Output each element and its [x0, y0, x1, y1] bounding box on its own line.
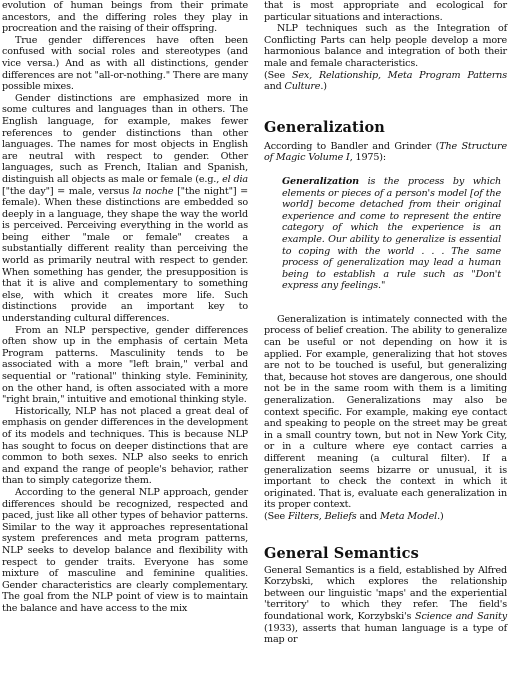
- paragraph: General Semantics is a field, established by Alfred Korzybski, which explores the relationship between our linguistic 'maps' and the experiential 'territory' to which they refer. The field's foundational work, Korzybski's Science and Sanity (1933), asserts that human language is a type of map or: [264, 564, 507, 646]
- paragraph: NLP techniques such as the Integration of Conflicting Parts can help people develop a more harmonious balance and integration of both their male and female characteristics.: [264, 23, 507, 69]
- right-column: [264, 0, 507, 646]
- section-heading-general-semantics: General Semantics: [264, 544, 419, 562]
- paragraph: Historically, NLP has not placed a great deal of emphasis on gender differences in the development of its models and techniques. This is because NLP has sought to focus on deeper distinctions that are common to both sexes. NLP also seeks to enrich and expand the range of people's behavior, rather than to simply categorize them.: [2, 405, 248, 487]
- see-also: (See Sex, Relationship, Meta Program Patterns and Culture.): [264, 69, 507, 93]
- intro-citation: According to Bandler and Grinder (The Structure of Magic Volume I, 1975):: [264, 140, 508, 164]
- paragraph: evolution of human beings from their primate ancestors, and the differing roles they play in procreation and the raising of their offspring.: [2, 0, 248, 35]
- see-also: (See Filters, Beliefs and Meta Model.): [264, 510, 444, 522]
- paragraph: True gender differences have often been confused with social roles and stereotypes (and vice versa.) And as with all distinctions, gender differences are not "all-or-nothing." There are many possible mixes.: [2, 34, 248, 93]
- paragraph: that is most appropriate and ecological for particular situations and interactions.: [264, 0, 507, 23]
- block-quote: Generalization is the process by which elements or pieces of a person's model [of the world] become detached from their original experience and come to represent the entire category of which the experience is an example. Our ability to generalize is essential to coping with the world . . . The same process of generalization may lead a human being to establish a rule such as "Don't express any feelings.": [282, 175, 501, 292]
- paragraph-gender-language: Gender distinctions are emphasized more in some cultures and languages than in others. The English language, for example, makes fewer references to gender distinctions than other languages. The names for most objects in English are neutral with respect to gender. Other languages, such as French, Italian and Spanish, distinguish all objects as male or female (e.g., el dia ["the day"] = male, versus la noche ["the night"] = female). When these distinctions are embedded so deeply in a language, they shape the way the world is perceived. Perceiving everything in the world as being either "male or female" creates a substantially different reality than perceiving the world as primarily neutral with respect to gender. When something has gender, the presupposition is that it is alive and complementary to something else, with which it creates more life. Such distinctions provide an important key to understanding cultural differences.: [2, 92, 249, 325]
- paragraph: Generalization is intimately connected with the process of belief creation. The ability to generalize can be useful or not depending on how it is applied. For example, generalizing that hot stoves are not to be touched is useful, but generalizing that, because hot stoves are dangerous, one should not be in the same room with them is a limiting generalization. Generalizations may also be context specific. For example, making eye contact and speaking to people on the street may be great in a small country town, but not in New York City, or in a culture where eye contact carries a different meaning (a cultural filter). If a generalization seems bizarre or unusual, it is important to check the context in which it originated. That is, evaluate each generalization in its proper context.: [264, 313, 507, 511]
- left-column: [2, 0, 248, 614]
- paragraph: According to the general NLP approach, gender differences should be recognized, respected and paced, just like all other types of behavior patterns. Similar to the way it approaches representational system preferences and meta program patterns, NLP seeks to develop balance and flexibility with respect to gender traits. Everyone has some mixture of masculine and feminine qualities. Gender characteristics are clearly complementary. The goal from the NLP point of view is to maintain the balance and have access to the mix: [2, 486, 248, 614]
- section-heading-generalization: Generalization: [264, 118, 385, 136]
- paragraph: From an NLP perspective, gender differences often show up in the emphasis of certain Meta Program patterns. Masculinity tends to be associated with a more "left brain," verbal and sequential or "rational" thinking style. Femininity, on the other hand, is often associated with a more "right brain," intuitive and emotional thinking style.: [2, 324, 248, 406]
